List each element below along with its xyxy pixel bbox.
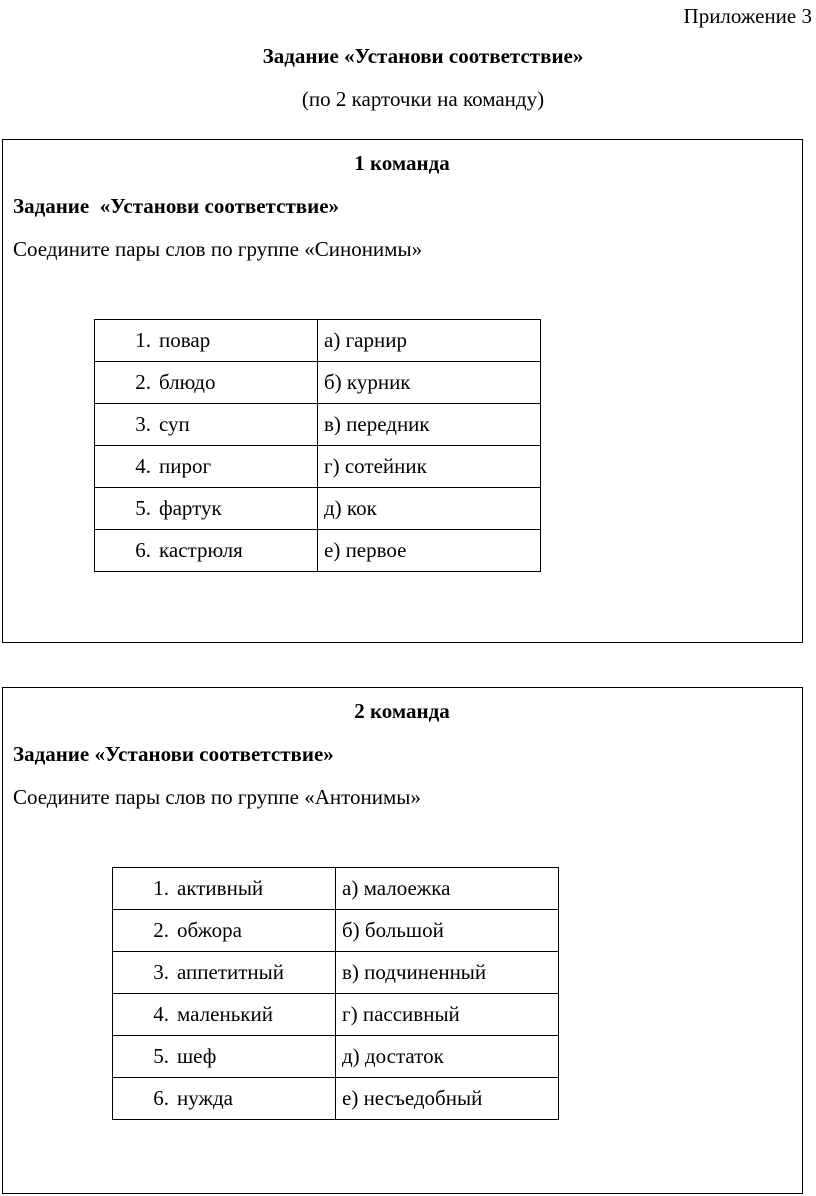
table-row — [113, 1078, 559, 1120]
match-cell: д) кок — [318, 488, 541, 530]
left-cell — [113, 952, 336, 994]
team-1-card — [2, 139, 803, 643]
item-number: 3. — [135, 412, 151, 436]
left-cell — [95, 404, 318, 446]
match-cell: б) курник — [318, 362, 541, 404]
item-number: 6. — [153, 1086, 169, 1110]
table-row — [95, 446, 541, 488]
left-cell — [113, 868, 336, 910]
left-cell — [113, 994, 336, 1036]
item-number: 2. — [153, 918, 169, 942]
item-number: 6. — [135, 538, 151, 562]
table-row — [113, 952, 559, 994]
item-word: обжора — [177, 918, 242, 942]
match-cell: е) несъедобный — [336, 1078, 559, 1120]
item-number: 1. — [153, 876, 169, 900]
item-number: 2. — [135, 370, 151, 394]
left-cell — [95, 530, 318, 572]
table-row — [95, 530, 541, 572]
item-number: 4. — [135, 454, 151, 478]
card-instruction: Соедините пары слов по группе «Синонимы» — [13, 237, 423, 261]
item-word: маленький — [177, 1002, 273, 1026]
left-cell — [95, 488, 318, 530]
table-row — [113, 1036, 559, 1078]
item-word: шеф — [177, 1044, 217, 1068]
card-team-title: 2 команда — [354, 699, 450, 723]
match-cell: б) большой — [336, 910, 559, 952]
left-cell — [113, 1036, 336, 1078]
table-row — [113, 868, 559, 910]
match-cell: а) гарнир — [318, 320, 541, 362]
item-word: пирог — [159, 454, 212, 478]
card-task-title: Задание «Установи соответствие» — [13, 194, 340, 218]
document-subtitle: (по 2 карточки на команду) — [301, 87, 545, 111]
card-instruction: Соедините пары слов по группе «Антонимы» — [13, 785, 421, 809]
match-cell: г) сотейник — [318, 446, 541, 488]
left-cell — [113, 910, 336, 952]
item-word: активный — [177, 876, 264, 900]
item-number: 4. — [153, 1002, 169, 1026]
table-row — [95, 362, 541, 404]
appendix-label: Приложение 3 — [683, 4, 812, 28]
item-word: аппетитный — [177, 960, 285, 984]
table-row — [113, 910, 559, 952]
item-number: 1. — [135, 328, 151, 352]
synonyms-table — [94, 319, 541, 572]
match-cell: д) достаток — [336, 1036, 559, 1078]
left-cell — [95, 320, 318, 362]
card-task-title: Задание «Установи соответствие» — [13, 742, 334, 766]
antonyms-table — [112, 867, 559, 1120]
match-cell: в) подчиненный — [336, 952, 559, 994]
card-team-title: 1 команда — [354, 151, 450, 175]
item-word: фартук — [159, 496, 222, 520]
item-number: 5. — [153, 1044, 169, 1068]
item-number: 3. — [153, 960, 169, 984]
table-row — [95, 488, 541, 530]
item-word: повар — [159, 328, 211, 352]
item-number: 5. — [135, 496, 151, 520]
left-cell — [113, 1078, 336, 1120]
document-title: Задание «Установи соответствие» — [262, 44, 584, 68]
left-cell — [95, 362, 318, 404]
item-word: суп — [159, 412, 190, 436]
match-cell: а) малоежка — [336, 868, 559, 910]
match-cell: г) пассивный — [336, 994, 559, 1036]
table-row — [95, 320, 541, 362]
item-word: кастрюля — [159, 538, 243, 562]
table-row — [113, 994, 559, 1036]
left-cell — [95, 446, 318, 488]
team-2-card — [2, 687, 803, 1194]
match-cell: в) передник — [318, 404, 541, 446]
match-cell: е) первое — [318, 530, 541, 572]
item-word: блюдо — [159, 370, 216, 394]
item-word: нужда — [177, 1086, 233, 1110]
table-row — [95, 404, 541, 446]
